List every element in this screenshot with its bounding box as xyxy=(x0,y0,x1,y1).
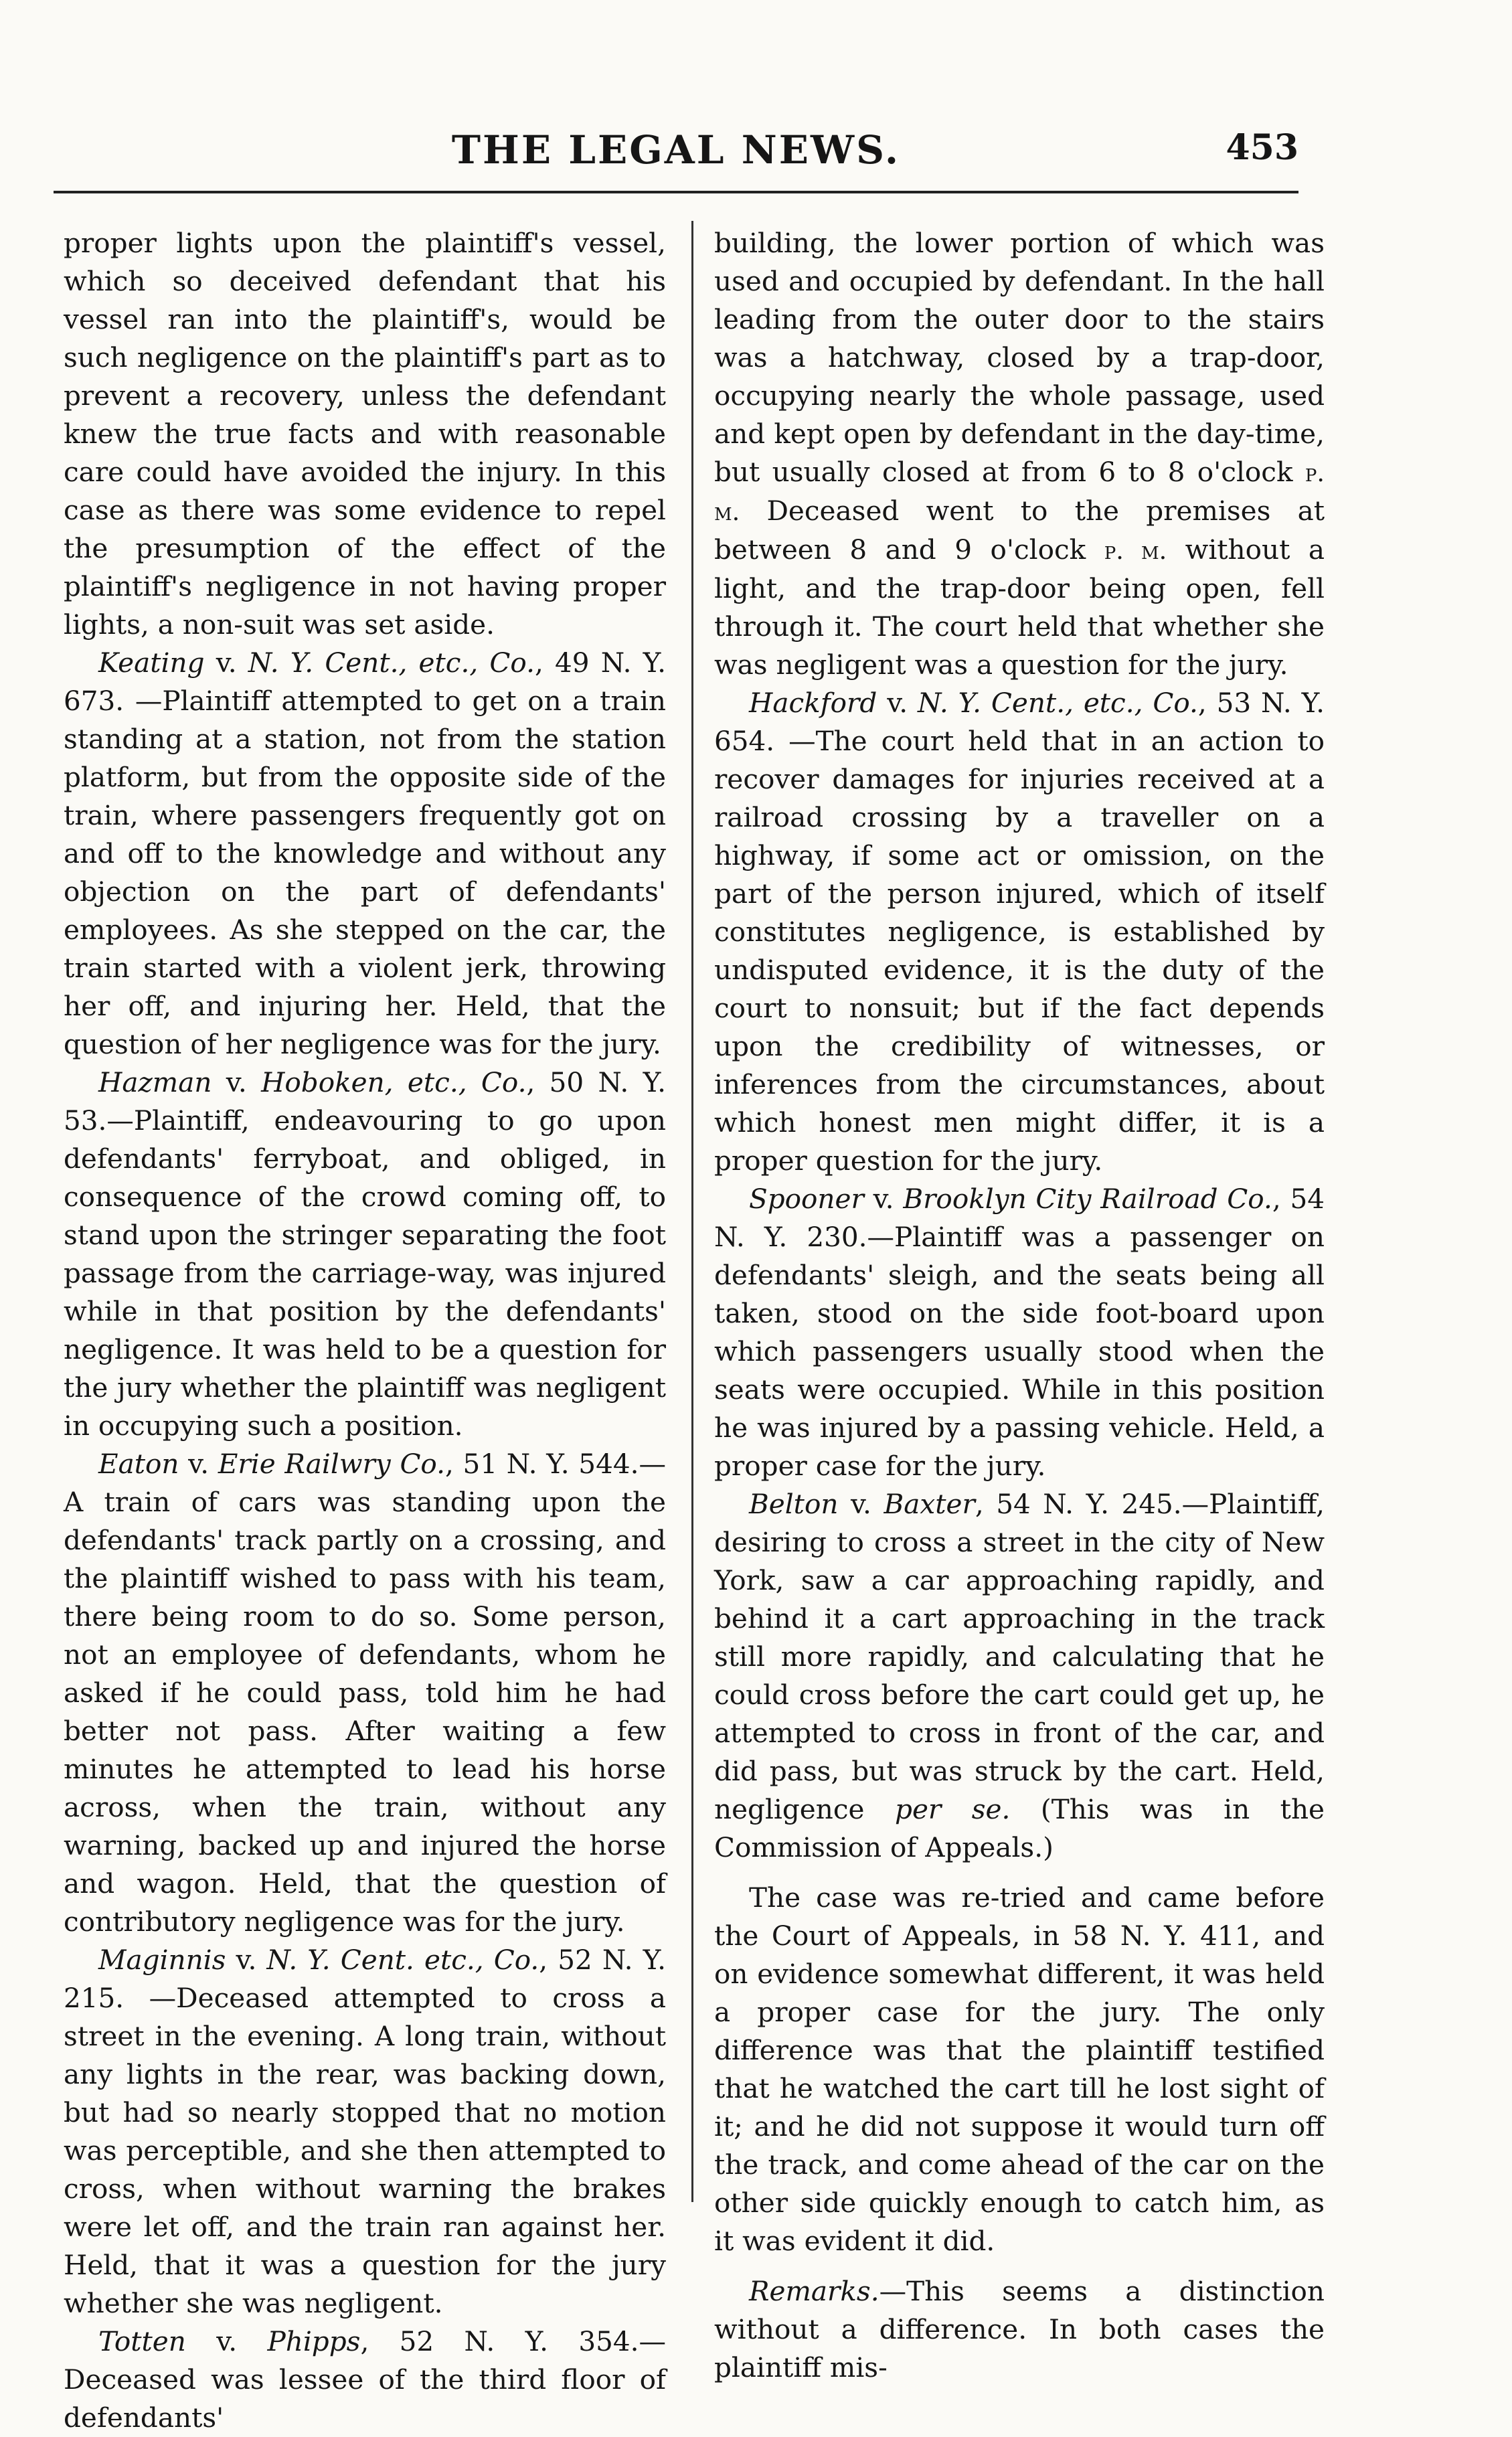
case-name: Totten xyxy=(98,2325,186,2357)
case-maginnis xyxy=(64,1941,666,2323)
case-name: Eaton xyxy=(98,1448,179,1480)
paragraph-continued xyxy=(714,224,1325,684)
case-eaton xyxy=(64,1445,666,1941)
case-belton xyxy=(714,1485,1325,1867)
case-spooner xyxy=(714,1180,1325,1485)
running-title: THE LEGAL NEWS. xyxy=(451,127,901,173)
case-keating xyxy=(64,644,666,1064)
case-name: Spooner xyxy=(749,1183,864,1215)
remarks-text: —This seems a distinction without a difference. In both cases the plaintiff mis- xyxy=(714,2275,1325,2383)
header-rule xyxy=(54,191,1298,193)
case-name: Maginnis xyxy=(98,1944,226,1976)
column-divider xyxy=(691,221,693,2202)
case-party: N. Y. Cent. etc., Co. xyxy=(266,1944,539,1976)
paragraph-retried: The case was re-tried and came before the Court of Appeals, in 58 N. Y. 411, and on evidence somewhat different, it was held a proper case for the jury. The only difference was that the plaintiff testified that he watched the cart till he lost sight of it; and he did not suppose it would turn off the track, and come ahead of the car on the other side quickly enough to catch him, as it was evident it did. xyxy=(714,1881,1325,2257)
case-text: , 52 N. Y. 354.—Deceased was lessee of the third floor of defendants' xyxy=(64,2325,666,2434)
case-hackford xyxy=(714,684,1325,1180)
paragraph-continued: proper lights upon the plaintiff's vessel, which so deceived defendant that his vessel ran into the plaintiff's, would be such negligence on the plaintiff's part as to prevent a recovery, unless the defendant knew the true facts and with reasonable care could have avoided the injury. In this case as there was some evidence to repel the presumption of the effect of the plaintiff's negligence in not having proper lights, a non-suit was set aside. xyxy=(64,227,666,641)
case-party: Brooklyn City Railroad Co. xyxy=(903,1183,1272,1215)
case-note: (This was in the Commission of Appeals.) xyxy=(714,1793,1325,1863)
time-abbrev: p. m. xyxy=(1104,536,1167,565)
versus: v. xyxy=(179,1448,218,1480)
latin-phrase: per se. xyxy=(895,1793,1011,1825)
case-name: Hackford xyxy=(749,687,877,719)
case-text: , 52 N. Y. 215. —Deceased attempted to cross a street in the evening. A long train, without any lights in the rear, was backing down, but had so nearly stopped that no motion was perceptible, and she then attempted to cross, when without warning the brakes were let off, and the train ran against her. Held, that it was a question for the jury whether she was negligent. xyxy=(64,1944,667,2319)
case-name: Belton xyxy=(749,1488,839,1520)
right-column xyxy=(714,224,1325,2387)
versus: v. xyxy=(185,2325,268,2357)
page-header xyxy=(54,127,1298,187)
text-run: building, the lower portion of which was used and occupied by defendant. In the hall leading from the outer door to the stairs was a hatchway, closed by a trap-door, occupying nearly the whole passage, used and kept open by defendant in the day-time, but usually closed at from 6 to 8 o'clock xyxy=(714,227,1325,488)
text-run: without a light, and the trap-door being open, fell through it. The court held that whether she was negligent was a question for the jury. xyxy=(714,533,1325,681)
versus: v. xyxy=(838,1488,884,1520)
case-text: , 54 N. Y. 245.—Plaintiff, desiring to cross a street in the city of New York, saw a car approaching rapidly, and behind it a cart approaching in the track still more rapidly, and calculating that he could cross before the cart could get up, he attempted to cross in front of the car, and did pass, but was struck by the cart. Held, negligence xyxy=(714,1488,1325,1825)
case-party: N. Y. Cent., etc., Co. xyxy=(248,647,535,679)
page-number: 453 xyxy=(1226,127,1298,168)
case-hazman xyxy=(64,1064,666,1445)
versus: v. xyxy=(204,647,248,679)
remarks-label: Remarks. xyxy=(749,2275,879,2307)
case-name: Hazman xyxy=(98,1066,212,1098)
case-party: Hoboken, etc., Co. xyxy=(261,1066,527,1098)
time-abbrev: p. m. xyxy=(714,458,1325,526)
case-text: , 49 N. Y. 673. —Plaintiff attempted to get on a train standing at a station, not from the station platform, but from the opposite side of the train, where passengers frequently got on and off to the knowledge and without any objection on the part of defendants' employees. As she stepped on the car, the train started with a violent jerk, throwing her off, and injuring her. Held, that the question of her negligence was for the jury. xyxy=(64,647,667,1060)
versus: v. xyxy=(863,1183,904,1215)
case-totten xyxy=(64,2323,666,2437)
case-text: , 54 N. Y. 230.—Plaintiff was a passenger on defendants' sleigh, and the seats being all taken, stood on the side foot-board upon which passengers usually stood when the seats were occupied. While in this position he was injured by a passing vehicle. Held, a proper case for the jury. xyxy=(714,1183,1325,1482)
case-party: Phipps xyxy=(267,2325,361,2357)
versus: v. xyxy=(212,1066,262,1098)
case-party: N. Y. Cent., etc., Co. xyxy=(918,687,1198,719)
case-party: Erie Railwry Co. xyxy=(218,1448,445,1480)
versus: v. xyxy=(226,1944,267,1976)
case-text: , 51 N. Y. 544.—A train of cars was standing upon the defendants' track partly on a crossing, and the plaintiff wished to pass with his team, there being room to do so. Some person, not an employee of defendants, whom he asked if he could pass, told him he had better not pass. After waiting a few minutes he attempted to lead his horse across, when the train, without any warning, backed up and injured the horse and wagon. Held, that the question of contributory negligence was for the jury. xyxy=(64,1448,666,1938)
versus: v. xyxy=(877,687,918,719)
case-text: , 53 N. Y. 654. —The court held that in an action to recover damages for injuries received at a railroad crossing by a traveller on a highway, if some act or omission, on the part of the person injured, which of itself constitutes negligence, is established by undisputed evidence, it is the duty of the court to nonsuit; but if the fact depends upon the credibility of witnesses, or inferences from the circumstances, about which honest men might differ, it is a proper question for the jury. xyxy=(714,687,1325,1177)
case-name: Keating xyxy=(98,647,205,679)
text-run: Deceased went to the premises at between 8 and 9 o'clock xyxy=(714,495,1325,566)
paragraph-remarks xyxy=(714,2272,1325,2387)
left-column xyxy=(64,224,666,2437)
case-text: , 50 N. Y. 53.—Plaintiff, endeavouring to go upon defendants' ferryboat, and obliged, in consequence of the crowd coming off, to stand upon the stringer separating the foot passage from the carriage-way, was injured while in that position by the defendants' negligence. It was held to be a question for the jury whether the plaintiff was negligent in occupying such a position. xyxy=(64,1066,666,1442)
case-party: Baxter xyxy=(884,1488,975,1520)
